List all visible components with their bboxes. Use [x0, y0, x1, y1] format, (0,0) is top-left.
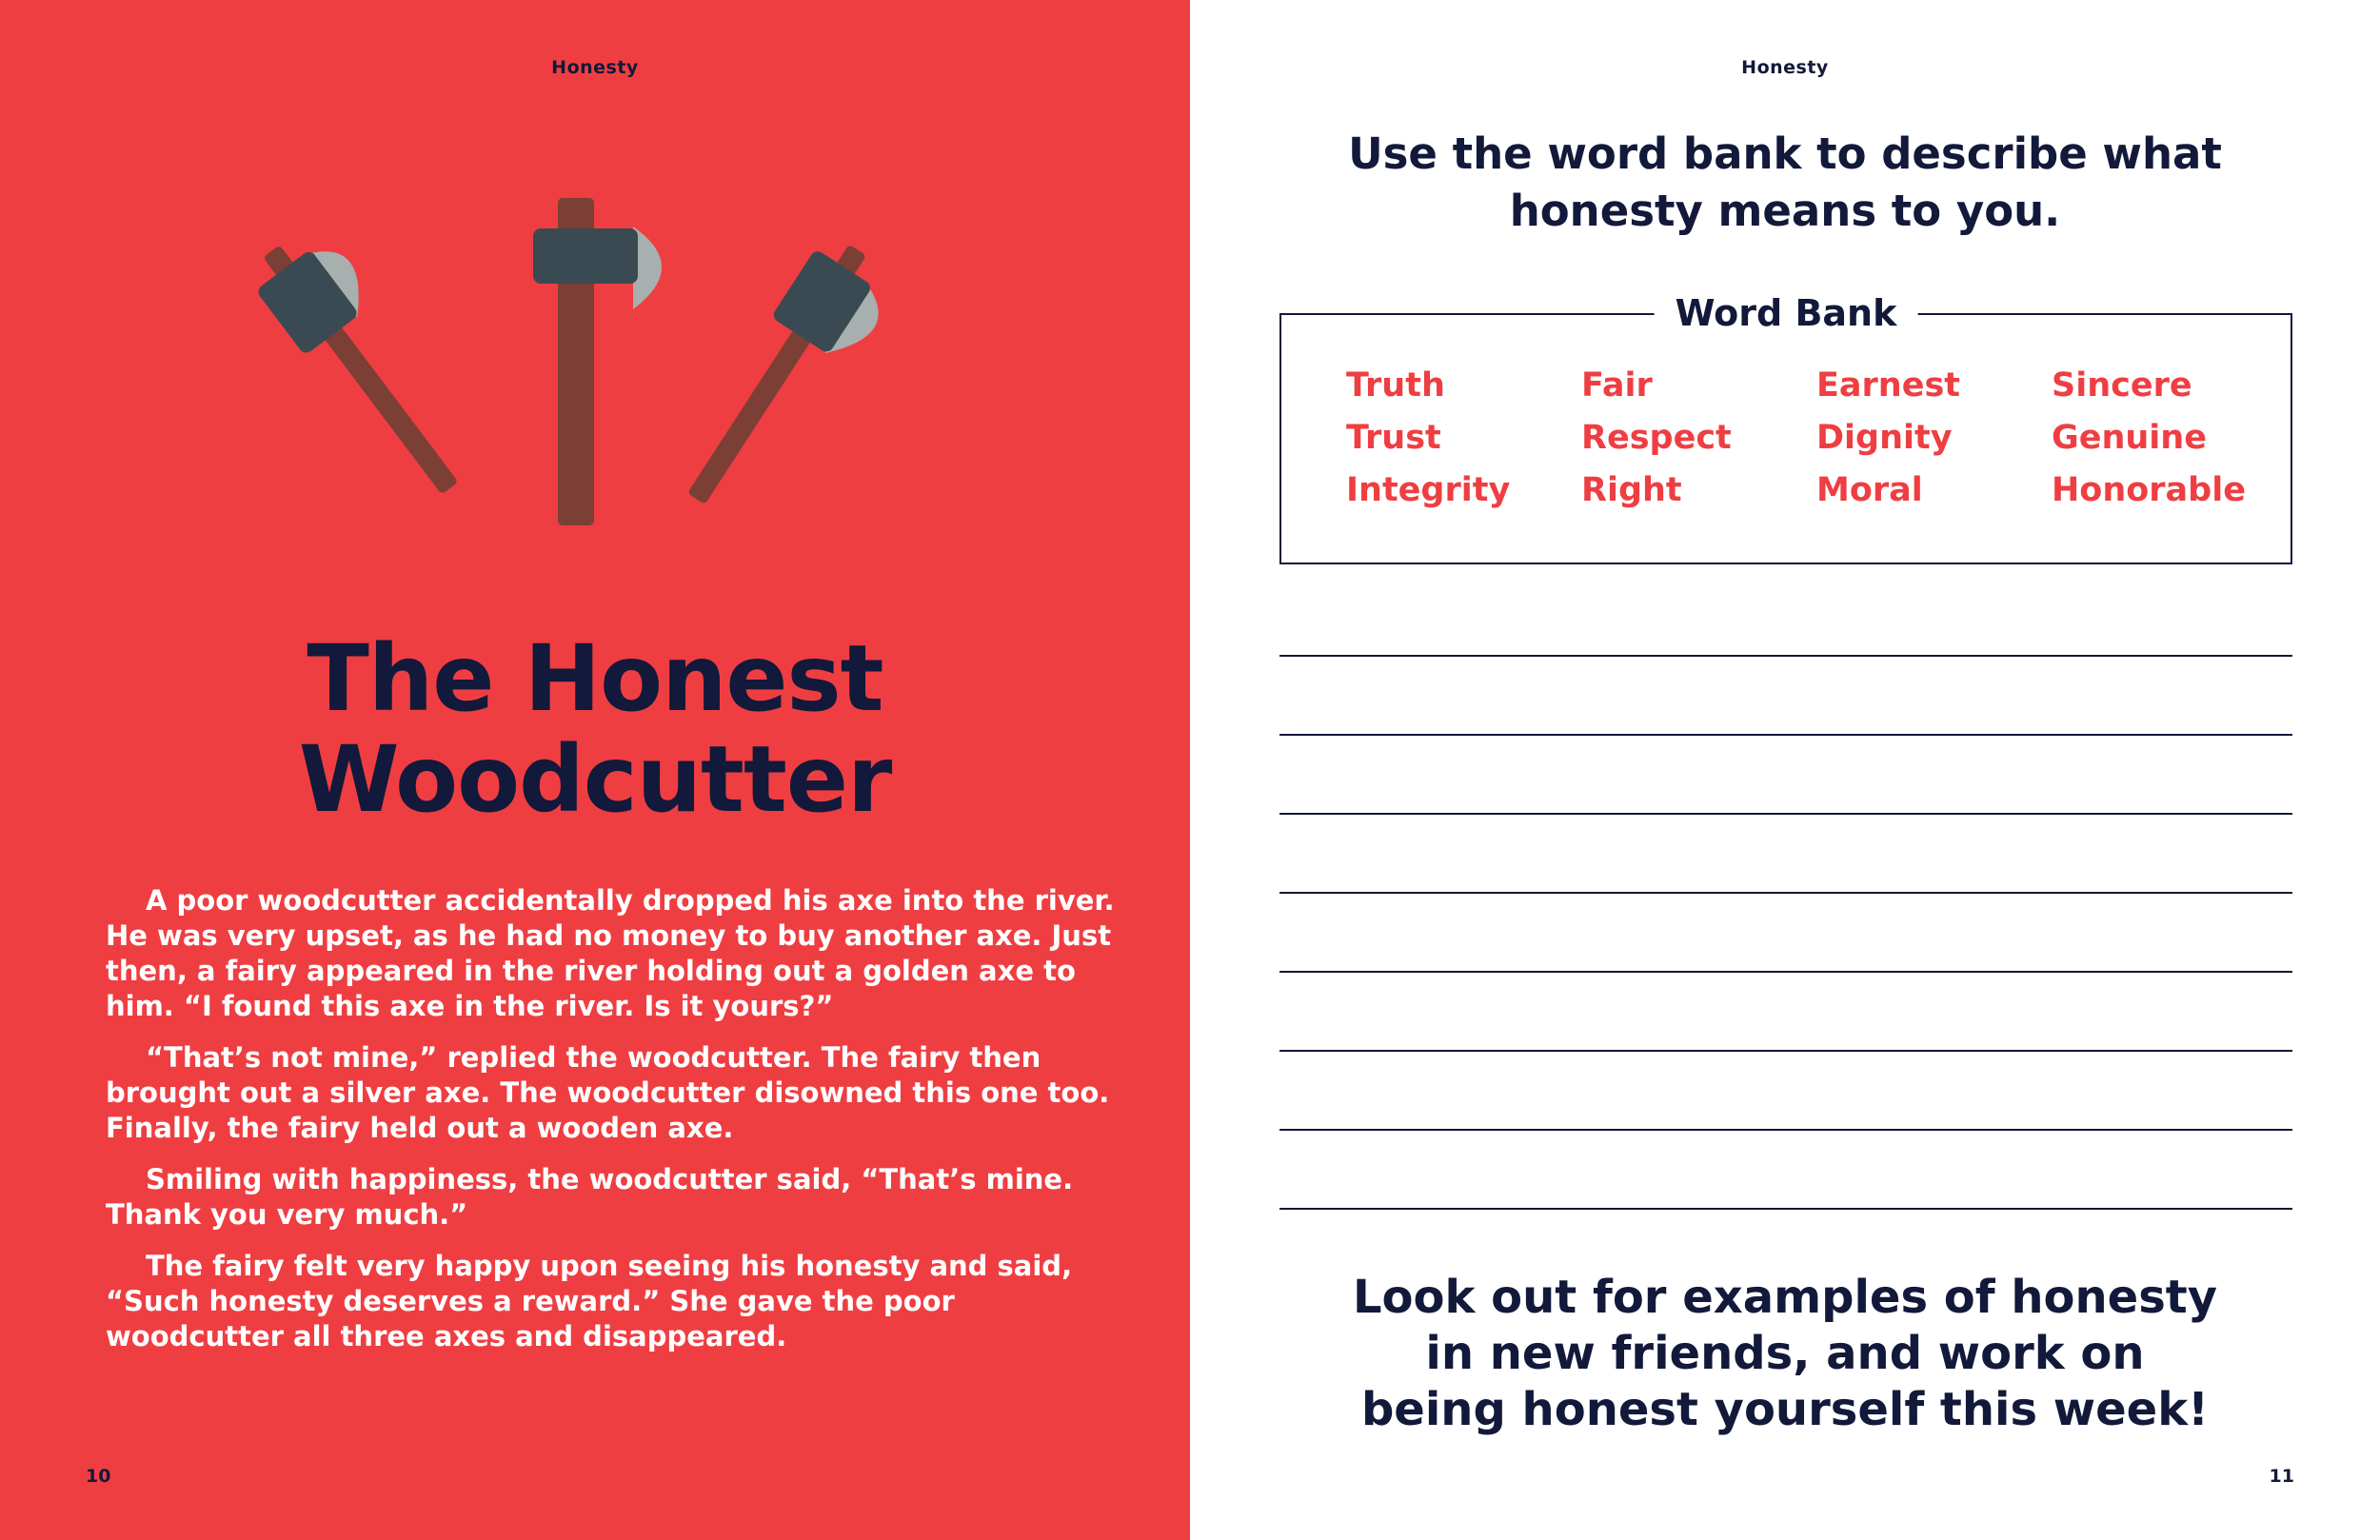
word-bank-word: Genuine	[2052, 419, 2207, 457]
story-paragraph: Smiling with happiness, the woodcutter said, “That’s mine. Thank you very much.”	[106, 1163, 1074, 1231]
page-number: 11	[2269, 1466, 2294, 1487]
word-bank-label: Word Bank	[1655, 292, 1918, 334]
writing-line[interactable]	[1279, 813, 2292, 892]
activity-prompt-line: Use the word bank to describe what	[1348, 128, 2222, 179]
closing-line: in new friends, and work on	[1425, 1327, 2145, 1380]
word-bank-box	[1279, 292, 2292, 564]
story-paragraph: The fairy felt very happy upon seeing his honesty and said, “Such honesty deserves a reward.” She gave the poor woodcutter all three axes and disappeared.	[106, 1250, 1073, 1352]
writing-line[interactable]	[1279, 655, 2292, 734]
word-bank-word: Earnest	[1816, 366, 1961, 405]
story-title	[0, 625, 1190, 833]
axe-icon	[665, 230, 904, 529]
writing-line[interactable]	[1279, 971, 2292, 1050]
activity-prompt	[1190, 126, 2380, 240]
closing-line: Look out for examples of honesty	[1352, 1271, 2218, 1324]
axe-icon	[533, 198, 662, 525]
writing-line[interactable]	[1279, 892, 2292, 971]
right-page	[1190, 0, 2380, 1540]
story-title-line: Woodcutter	[298, 726, 892, 833]
word-bank-word: Truth	[1346, 366, 1445, 405]
story-text	[106, 883, 1115, 1371]
story-title-line: The Honest	[307, 625, 883, 732]
word-bank-word: Respect	[1581, 419, 1732, 457]
word-bank-word: Integrity	[1346, 471, 1511, 509]
story-paragraph: A poor woodcutter accidentally dropped his axe into the river. He was very upset, as he had no money to buy another axe. Just then, a fairy appeared in the river holding out a golden axe to him. “I found this axe in the river. Is it yours?”	[106, 884, 1115, 1022]
axes-illustration	[238, 176, 962, 557]
word-bank-grid	[1346, 366, 2260, 523]
running-head: Honesty	[551, 57, 639, 78]
story-paragraph: “That’s not mine,” replied the woodcutter. The fairy then brought out a silver axe. The woodcutter disowned this one too. Finally, the fairy held out a wooden axe.	[106, 1041, 1110, 1144]
running-head: Honesty	[1741, 57, 1829, 78]
writing-line[interactable]	[1279, 1050, 2292, 1129]
word-bank-word: Right	[1581, 471, 1682, 509]
word-bank-word: Dignity	[1816, 419, 1953, 457]
writing-lines	[1279, 655, 2292, 1287]
word-bank-word: Honorable	[2052, 471, 2246, 509]
writing-line[interactable]	[1279, 734, 2292, 813]
activity-prompt-line: honesty means to you.	[1509, 186, 2061, 236]
page-number: 10	[86, 1466, 111, 1487]
axe-icon	[243, 217, 495, 510]
word-bank-word: Trust	[1346, 419, 1441, 457]
word-bank-word: Fair	[1581, 366, 1653, 405]
closing-line: being honest yourself this week!	[1360, 1383, 2210, 1436]
word-bank-word: Sincere	[2052, 366, 2192, 405]
word-bank-word: Moral	[1816, 471, 1923, 509]
writing-line[interactable]	[1279, 1129, 2292, 1208]
closing-message	[1190, 1270, 2380, 1438]
